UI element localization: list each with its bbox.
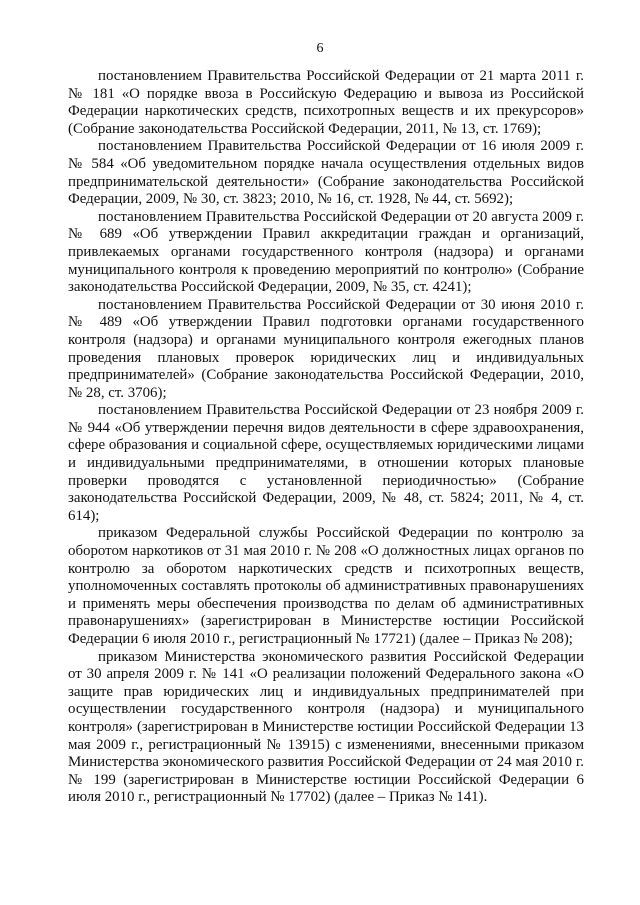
paragraph-decree-584: постановлением Правительства Российской Федерации от 16 июля 2009 г. № 584 «Об уведомительном порядке начала осуществления отдельных видов предпринимательской деятельности» (Собрание законодательства Российской Федерации, 2009, № 30, ст. 3823; 2010, № 16, ст. 1928, № 44, ст. 5692); [68, 138, 584, 208]
paragraph-decree-689: постановлением Правительства Российской Федерации от 20 августа 2009 г. № 689 «Об утверждении Правил аккредитации граждан и организаций, привлекаемых органами государственного контроля (надзора) и органами муниципального контроля к проведению мероприятий по контролю» (Собрание законодательства Российской Федерации, 2009, № 35, ст. 4241); [68, 208, 584, 296]
paragraph-decree-944: постановлением Правительства Российской Федерации от 23 ноября 2009 г. № 944 «Об утверждении перечня видов деятельности в сфере здравоохранения, сфере образования и социальной сфере, осуществляемых юридическими лицами и индивидуальными предпринимателями, в отношении которых плановые проверки проводятся с установленной периодичностью» (Собрание законодательства Российской Федерации, 2009, № 48, ст. 5824; 2011, № 4, ст. 614); [68, 402, 584, 524]
page-number: 6 [316, 41, 324, 56]
paragraph-decree-489: постановлением Правительства Российской Федерации от 30 июня 2010 г. № 489 «Об утверждении Правил подготовки органами государственного контроля (надзора) и органами муниципального контроля ежегодных планов проведения плановых проверок юридических лиц и индивидуальных предпринимателей» (Собрание законодательства Российской Федерации, 2010, № 28, ст. 3706); [68, 296, 584, 401]
paragraph-order-141: приказом Министерства экономического развития Российской Федерации от 30 апреля 2009 г. № 141 «О реализации положений Федерального закона «О защите прав юридических лиц и индивидуальных предпринимателей при осуществлении государственного контроля (надзора) и муниципального контроля» (зарегистрирован в Министерстве юстиции Российской Федерации 13 мая 2009 г., регистрационный № 13915) с изменениями, внесенными приказом Министерства экономического развития Российской Федерации от 24 мая 2010 г. № 199 (зарегистрирован в Министерстве юстиции Российской Федерации 6 июля 2010 г., регистрационный № 17702) (далее – Приказ № 141). [68, 648, 584, 806]
paragraph-order-208: приказом Федеральной службы Российской Федерации по контролю за оборотом наркотиков от 31 мая 2010 г. № 208 «О должностных лицах органов по контролю за оборотом наркотических средств и психотропных веществ, уполномоченных составлять протоколы об административных правонарушениях и применять меры обеспечения производства по делам об административных правонарушениях» (зарегистрирован в Министерстве юстиции Российской Федерации 6 июля 2010 г., регистрационный № 17721) (далее – Приказ № 208); [68, 525, 584, 647]
document-body [68, 68, 584, 807]
paragraph-decree-181: постановлением Правительства Российской Федерации от 21 марта 2011 г. № 181 «О порядке ввоза в Российскую Федерацию и вывоза из Российской Федерации наркотических средств, психотропных веществ и их прекурсоров» (Собрание законодательства Российской Федерации, 2011, № 13, ст. 1769); [68, 68, 584, 137]
